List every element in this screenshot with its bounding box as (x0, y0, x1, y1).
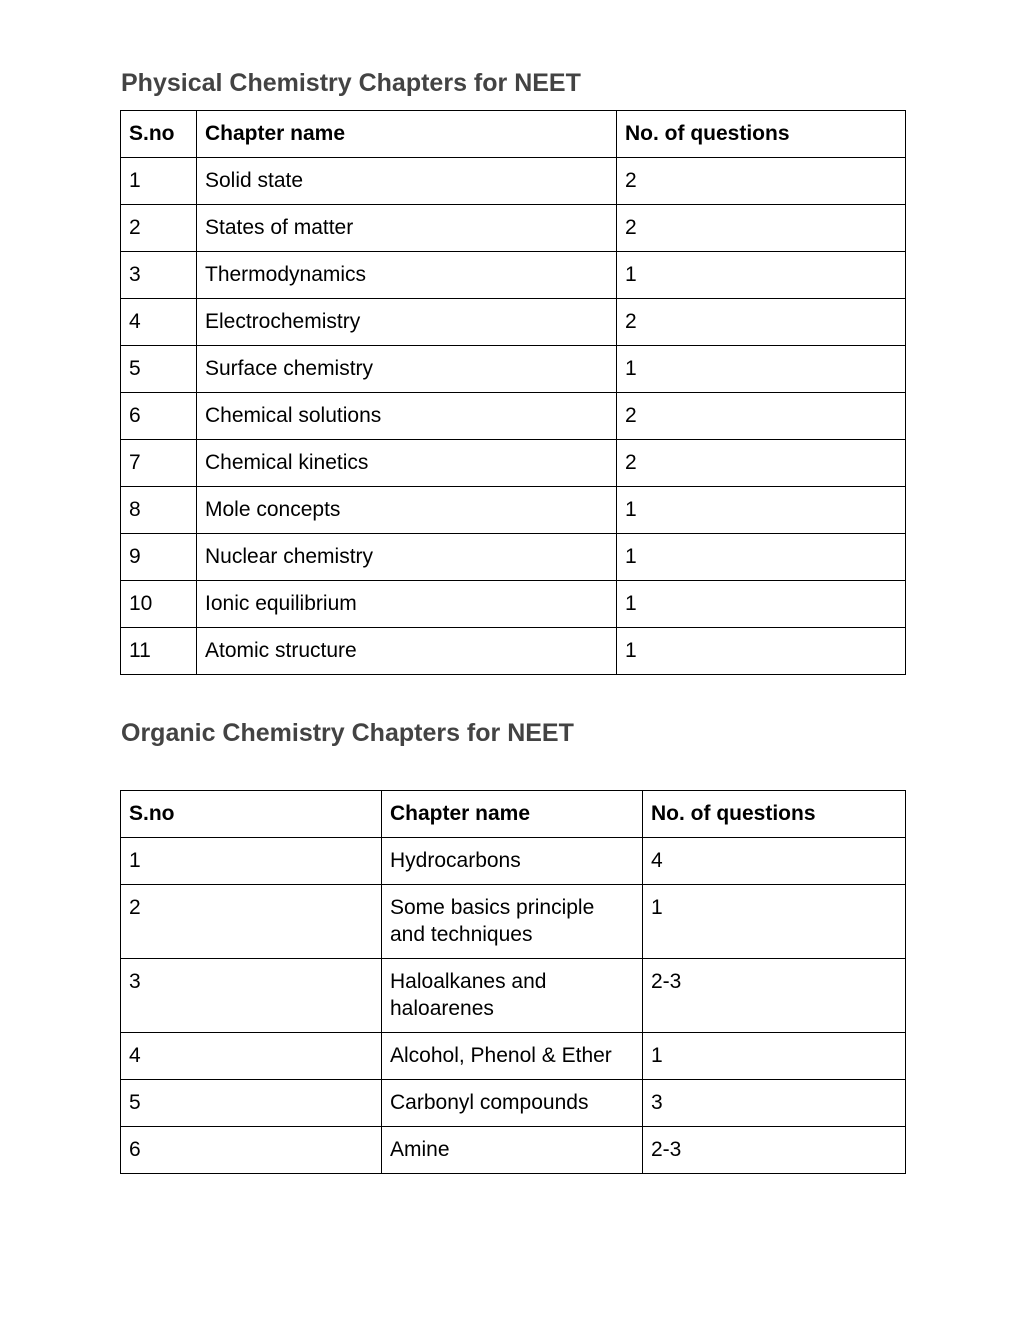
cell-no-of-questions: 4 (643, 838, 906, 885)
table-row (121, 1080, 906, 1127)
physical-chemistry-title: Physical Chemistry Chapters for NEET (121, 69, 581, 97)
cell-sno: 9 (121, 534, 197, 581)
cell-no-of-questions: 1 (617, 581, 906, 628)
cell-sno: 3 (121, 959, 382, 1033)
cell-no-of-questions: 1 (643, 1033, 906, 1080)
table-row (121, 205, 906, 252)
cell-sno: 1 (121, 158, 197, 205)
table-header-row (121, 111, 906, 158)
header-chapter-name: Chapter name (382, 791, 643, 838)
header-sno: S.no (121, 791, 382, 838)
cell-sno: 2 (121, 205, 197, 252)
cell-sno: 3 (121, 252, 197, 299)
header-sno: S.no (121, 111, 197, 158)
cell-chapter-name: Carbonyl compounds (382, 1080, 643, 1127)
cell-chapter-name: Amine (382, 1127, 643, 1174)
table-row (121, 346, 906, 393)
cell-chapter-name: Surface chemistry (197, 346, 617, 393)
cell-chapter-name: Alcohol, Phenol & Ether (382, 1033, 643, 1080)
table-row (121, 487, 906, 534)
cell-chapter-name: Electrochemistry (197, 299, 617, 346)
cell-sno: 10 (121, 581, 197, 628)
physical-chemistry-table (120, 110, 906, 675)
cell-chapter-name: Hydrocarbons (382, 838, 643, 885)
cell-chapter-name: Chemical kinetics (197, 440, 617, 487)
cell-chapter-name: Atomic structure (197, 628, 617, 675)
cell-no-of-questions: 1 (617, 487, 906, 534)
cell-no-of-questions: 1 (617, 252, 906, 299)
header-no-of-questions: No. of questions (617, 111, 906, 158)
cell-chapter-name: Some basics principle and techniques (382, 885, 643, 959)
cell-chapter-name: Chemical solutions (197, 393, 617, 440)
cell-chapter-name: Solid state (197, 158, 617, 205)
cell-no-of-questions: 2 (617, 440, 906, 487)
cell-chapter-name: Mole concepts (197, 487, 617, 534)
table-row (121, 252, 906, 299)
cell-chapter-name: Thermodynamics (197, 252, 617, 299)
cell-sno: 7 (121, 440, 197, 487)
header-chapter-name: Chapter name (197, 111, 617, 158)
cell-sno: 4 (121, 299, 197, 346)
cell-sno: 2 (121, 885, 382, 959)
cell-no-of-questions: 1 (617, 628, 906, 675)
organic-chemistry-table (120, 790, 906, 1174)
cell-no-of-questions: 1 (617, 534, 906, 581)
cell-chapter-name: Ionic equilibrium (197, 581, 617, 628)
cell-no-of-questions: 2-3 (643, 1127, 906, 1174)
cell-chapter-name: Haloalkanes and haloarenes (382, 959, 643, 1033)
cell-no-of-questions: 2 (617, 299, 906, 346)
cell-sno: 6 (121, 393, 197, 440)
header-no-of-questions: No. of questions (643, 791, 906, 838)
table-row (121, 393, 906, 440)
cell-no-of-questions: 1 (617, 346, 906, 393)
table-row (121, 1127, 906, 1174)
cell-no-of-questions: 1 (643, 885, 906, 959)
cell-sno: 4 (121, 1033, 382, 1080)
cell-sno: 5 (121, 1080, 382, 1127)
table-row (121, 581, 906, 628)
table-row (121, 440, 906, 487)
table-row (121, 838, 906, 885)
cell-sno: 1 (121, 838, 382, 885)
cell-no-of-questions: 2 (617, 158, 906, 205)
cell-sno: 11 (121, 628, 197, 675)
table-row (121, 1033, 906, 1080)
table-row (121, 299, 906, 346)
organic-chemistry-title: Organic Chemistry Chapters for NEET (121, 719, 574, 747)
cell-chapter-name: Nuclear chemistry (197, 534, 617, 581)
table-row (121, 959, 906, 1033)
cell-sno: 5 (121, 346, 197, 393)
cell-no-of-questions: 3 (643, 1080, 906, 1127)
table-row (121, 885, 906, 959)
cell-sno: 8 (121, 487, 197, 534)
cell-chapter-name: States of matter (197, 205, 617, 252)
cell-no-of-questions: 2 (617, 393, 906, 440)
cell-sno: 6 (121, 1127, 382, 1174)
table-row (121, 158, 906, 205)
cell-no-of-questions: 2 (617, 205, 906, 252)
table-row (121, 534, 906, 581)
cell-no-of-questions: 2-3 (643, 959, 906, 1033)
table-header-row (121, 791, 906, 838)
table-row (121, 628, 906, 675)
